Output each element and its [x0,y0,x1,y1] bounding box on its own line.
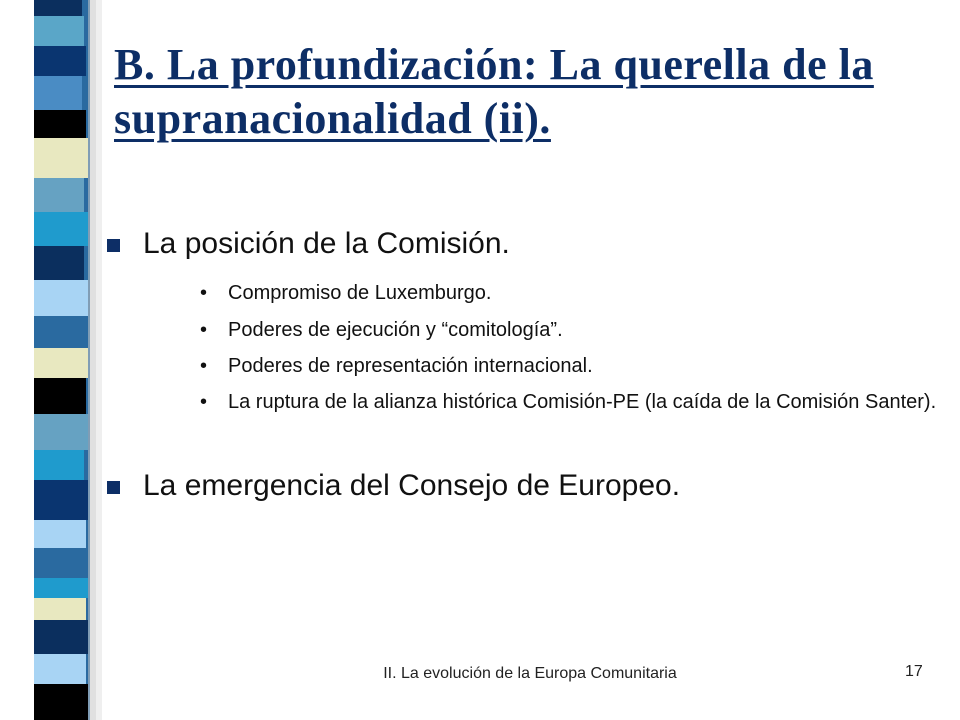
decorative-stripe [0,0,108,720]
sub-bullet-text: Poderes de ejecución y “comitología”. [228,319,563,341]
sub-bullet-text: Poderes de representación internacional. [228,355,593,377]
dot-bullet-icon: • [200,355,208,377]
bullet-text: La emergencia del Consejo de Europeo. [143,469,681,502]
bullet-text: La posición de la Comisión. [143,227,510,260]
slide-footer: II. La evolución de la Europa Comunitaria [383,665,677,682]
sub-list-item [200,280,950,307]
sub-list-item [200,389,950,416]
sub-list-item [200,317,950,344]
list-item [107,226,947,264]
page-number: 17 [905,663,923,680]
sub-bullet-text: La ruptura de la alianza histórica Comisión-PE (la caída de la Comisión Santer). [228,391,937,413]
dot-bullet-icon: • [200,282,208,304]
square-bullet-icon [107,481,120,494]
sub-bullet-text: Compromiso de Luxemburgo. [228,282,492,304]
square-bullet-icon [107,239,120,252]
list-item [107,468,947,506]
slide-title: B. La profundización: La querella de la supranacionalidad (ii). [114,40,874,143]
sub-list-item [200,353,950,380]
dot-bullet-icon: • [200,319,208,341]
dot-bullet-icon: • [200,391,208,413]
